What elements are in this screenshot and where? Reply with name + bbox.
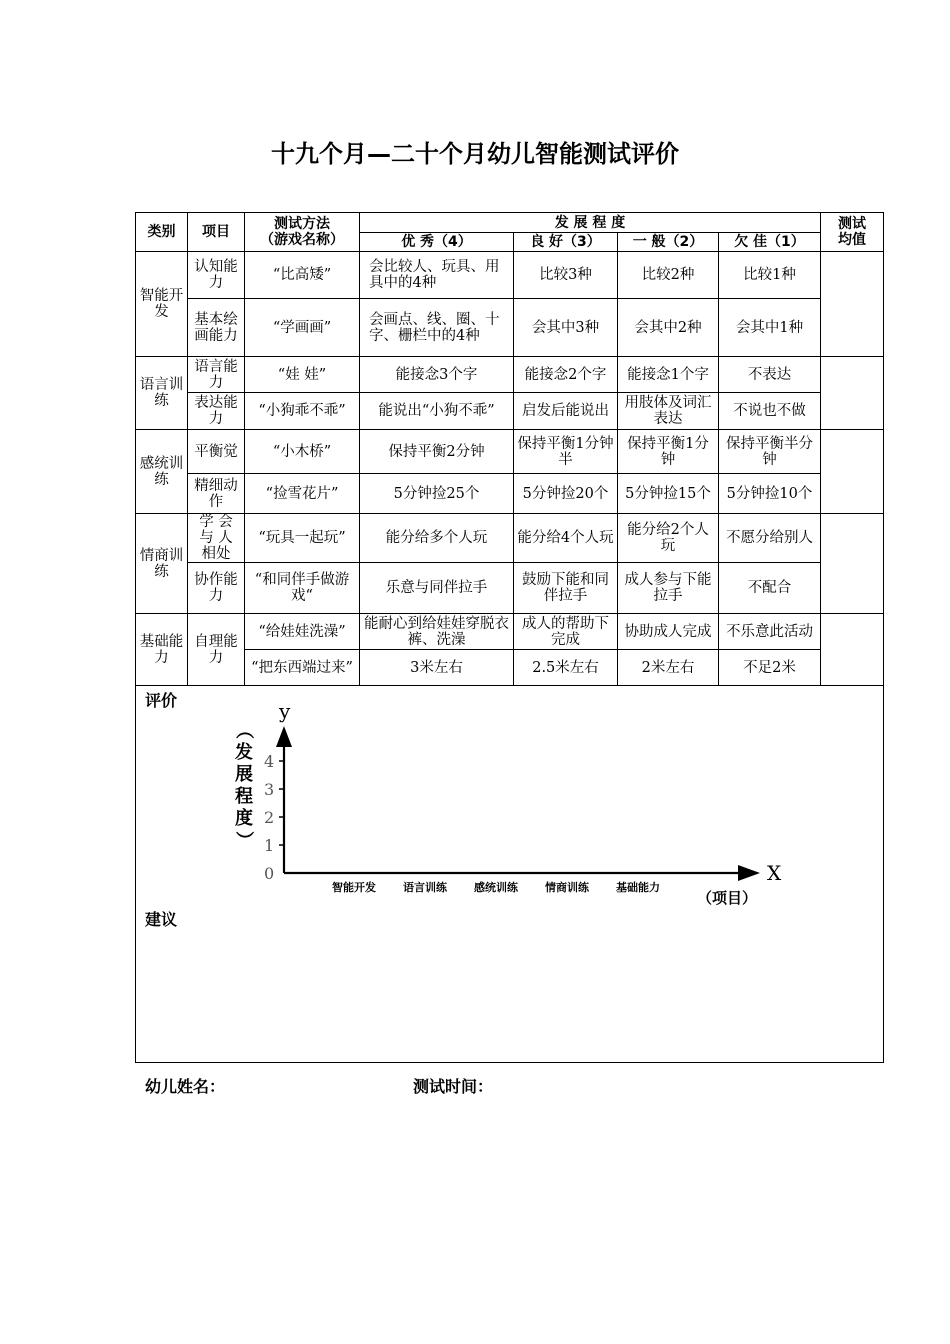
method-cell: “给娃娃洗澡” [245, 614, 360, 650]
item-cell: 表达能力 [188, 393, 245, 430]
x-axis-arrow [738, 865, 760, 881]
poor-cell: 不说也不做 [719, 393, 821, 430]
y-tick-label: 1 [264, 836, 275, 855]
x-axis-letter: X [767, 861, 782, 885]
excellent-cell: 能说出“小狗不乖” [360, 393, 514, 430]
y-tick-label: 3 [264, 780, 275, 799]
x-axis-label: （项目） [697, 889, 758, 907]
item-cell: 平衡觉 [188, 430, 245, 474]
y-tick-label: 0 [264, 864, 275, 883]
x-category-label: 基础能力 [616, 881, 660, 894]
x-category-label: 感统训练 [474, 881, 518, 894]
x-category-label: 语言训练 [403, 881, 447, 894]
method-cell: “小木桥” [245, 430, 360, 474]
header-method: 测试方法 （游戏名称） [245, 213, 360, 252]
header-average: 一 般（2） [618, 233, 719, 252]
method-cell: “娃 娃” [245, 357, 360, 393]
average-cell: 协助成人完成 [618, 614, 719, 650]
y-axis-arrow [276, 726, 292, 747]
good-cell: 能接念2个字 [514, 357, 618, 393]
good-cell: 5分钟捡20个 [514, 474, 618, 514]
y-axis-label [233, 721, 254, 849]
average-cell: 能接念1个字 [618, 357, 719, 393]
good-cell: 成人的帮助下完成 [514, 614, 618, 650]
header-poor: 欠 佳（1） [719, 233, 821, 252]
poor-cell: 不配合 [719, 563, 821, 614]
header-category: 类别 [136, 213, 188, 252]
excellent-cell: 能分给多个人玩 [360, 514, 514, 563]
category-cell: 基础能力 [136, 614, 188, 686]
excellent-cell: 保持平衡2分钟 [360, 430, 514, 474]
good-cell: 2.5米左右 [514, 650, 618, 686]
suggestion-label: 建议 [145, 910, 178, 929]
page-title: 十九个月—二十个月幼儿智能测试评价 [271, 140, 679, 168]
y-ticks [264, 752, 284, 883]
average-cell: 会其中2种 [618, 299, 719, 357]
header-mean: 测试 均值 [821, 213, 884, 252]
header-good: 良 好（3） [514, 233, 618, 252]
item-cell: 学 会 与 人 相处 [188, 514, 245, 563]
category-cell: 感统训练 [136, 430, 188, 514]
excellent-cell: 能耐心到给娃娃穿脱衣裤、洗澡 [360, 614, 514, 650]
poor-cell: 不表达 [719, 357, 821, 393]
y-axis-label-char: 发 [235, 742, 253, 763]
method-cell: “把东西端过来” [245, 650, 360, 686]
item-cell: 自理能力 [188, 614, 245, 686]
poor-cell: 5分钟捡10个 [719, 474, 821, 514]
good-cell: 保持平衡1分钟半 [514, 430, 618, 474]
method-cell: “小狗乖不乖” [245, 393, 360, 430]
evaluation-label: 评价 [145, 691, 178, 710]
excellent-cell: 能接念3个字 [360, 357, 514, 393]
child-name-label: 幼儿姓名： [145, 1077, 226, 1096]
y-axis-label-char: 程 [235, 786, 253, 807]
y-axis-label-char: 度 [235, 808, 253, 829]
average-cell: 5分钟捡15个 [618, 474, 719, 514]
poor-cell: 会其中1种 [719, 299, 821, 357]
item-cell: 认知能力 [188, 252, 245, 299]
good-cell: 比较3种 [514, 252, 618, 299]
poor-cell: 不愿分给别人 [719, 514, 821, 563]
average-cell: 用肢体及词汇表达 [618, 393, 719, 430]
good-cell: 会其中3种 [514, 299, 618, 357]
good-cell: 启发后能说出 [514, 393, 618, 430]
method-cell: “玩具一起玩” [245, 514, 360, 563]
average-cell: 比较2种 [618, 252, 719, 299]
excellent-cell: 会画点、线、圈、十字、栅栏中的4种 [360, 299, 514, 357]
poor-cell: 保持平衡半分钟 [719, 430, 821, 474]
category-cell: 智能开发 [136, 252, 188, 357]
y-axis-label-char: 展 [235, 764, 253, 785]
header-excellent: 优 秀（4） [360, 233, 514, 252]
y-axis-letter: y [279, 699, 291, 723]
x-category-label: 智能开发 [332, 881, 376, 894]
category-cell: 语言训练 [136, 357, 188, 430]
y-axis-label-char: ） [233, 831, 254, 849]
header-item: 项目 [188, 213, 245, 252]
item-cell: 协作能力 [188, 563, 245, 614]
average-cell: 成人参与下能拉手 [618, 563, 719, 614]
average-cell: 能分给2个人玩 [618, 514, 719, 563]
y-tick-label: 4 [264, 752, 275, 771]
y-tick-label: 2 [264, 808, 275, 827]
poor-cell: 比较1种 [719, 252, 821, 299]
average-cell: 保持平衡1分钟 [618, 430, 719, 474]
excellent-cell: 会比较人、玩具、用具中的4种 [360, 252, 514, 299]
method-cell: “学画画” [245, 299, 360, 357]
method-cell: “和同伴手做游戏“ [245, 563, 360, 614]
poor-cell: 不足2米 [719, 650, 821, 686]
excellent-cell: 5分钟捡25个 [360, 474, 514, 514]
category-cell: 情商训练 [136, 514, 188, 614]
good-cell: 能分给4个人玩 [514, 514, 618, 563]
method-cell: “比高矮” [245, 252, 360, 299]
item-cell: 语言能力 [188, 357, 245, 393]
item-cell: 基本绘画能力 [188, 299, 245, 357]
average-cell: 2米左右 [618, 650, 719, 686]
header-dev-level: 发 展 程 度 [360, 213, 821, 233]
excellent-cell: 3米左右 [360, 650, 514, 686]
test-date-label: 测试时间： [413, 1077, 494, 1096]
item-cell: 精细动作 [188, 474, 245, 514]
x-category-label: 情商训练 [545, 881, 589, 894]
y-axis-label-char: （ [233, 721, 254, 739]
excellent-cell: 乐意与同伴拉手 [360, 563, 514, 614]
poor-cell: 不乐意此活动 [719, 614, 821, 650]
method-cell: “捡雪花片” [245, 474, 360, 514]
good-cell: 鼓励下能和同伴拉手 [514, 563, 618, 614]
